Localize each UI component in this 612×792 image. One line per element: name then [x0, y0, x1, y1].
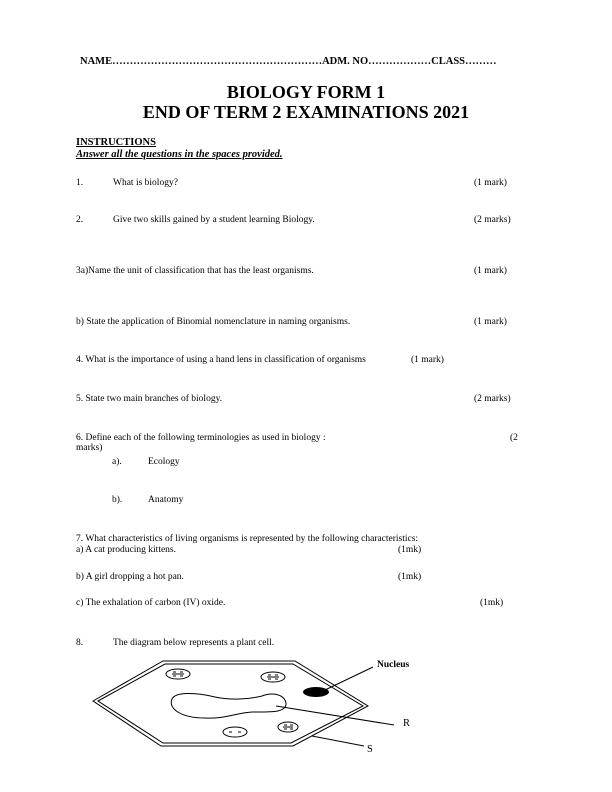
s-pointer [312, 736, 364, 746]
q2-text: Give two skills gained by a student learning Biology. [113, 215, 315, 225]
q1-marks: (1 mark) [474, 178, 507, 188]
q3b-text: b) State the application of Binomial nomenclature in naming organisms. [76, 317, 351, 327]
exam-title: BIOLOGY FORM 1 [226, 82, 386, 102]
exam-subtitle: END OF TERM 2 EXAMINATIONS 2021 [142, 102, 470, 122]
q6-text: 6. Define each of the following terminologies as used in biology : [76, 433, 326, 443]
q6b-text: Anatomy [148, 495, 184, 505]
nucleus-pointer [325, 667, 373, 690]
cell-wall-outer [93, 661, 368, 746]
q6a-label: a). [112, 457, 122, 467]
q4-text: 4. What is the importance of using a hand lens in classification of organisms [76, 355, 366, 365]
q1-text: What is biology? [113, 178, 178, 188]
instructions-text: Answer all the questions in the spaces provided. [76, 149, 283, 160]
q3a-marks: (1 mark) [474, 266, 507, 276]
q7b-marks: (1mk) [398, 572, 422, 582]
q8-number: 8. [76, 638, 84, 648]
q7b-text: b) A girl dropping a hot pan. [76, 572, 184, 582]
student-details-line: NAME……………………………………………………ADM. NO………………CLASS……… [80, 56, 497, 67]
q1-number: 1. [76, 178, 84, 188]
q6a-text: Ecology [148, 457, 180, 467]
q4-marks: (1 mark) [411, 355, 444, 365]
q7a-marks: (1mk) [398, 545, 422, 555]
q7c-text: c) The exhalation of carbon (IV) oxide. [76, 598, 226, 608]
label-s: S [367, 744, 373, 755]
q6b-label: b). [112, 495, 123, 505]
instructions-heading: INSTRUCTIONS [76, 137, 156, 148]
q8-text: The diagram below represents a plant cell. [113, 638, 275, 648]
label-nucleus: Nucleus [377, 660, 410, 670]
label-r: R [403, 718, 411, 729]
q5-text: 5. State two main branches of biology. [76, 394, 223, 404]
q2-number: 2. [76, 215, 84, 225]
q6-marks-cont: marks) [76, 443, 103, 453]
q5-marks: (2 marks) [474, 394, 511, 404]
q7c-marks: (1mk) [480, 598, 504, 608]
q7a-text: a) A cat producing kittens. [76, 545, 176, 555]
q3a-text: 3a)Name the unit of classification that has the least organisms. [76, 266, 314, 276]
q2-marks: (2 marks) [474, 215, 511, 225]
nucleus [303, 687, 329, 697]
vacuole [171, 693, 286, 718]
q7-text: 7. What characteristics of living organisms is represented by the following characteristics: [76, 534, 419, 544]
chloroplasts [166, 669, 298, 737]
q3b-marks: (1 mark) [474, 317, 507, 327]
r-pointer [276, 706, 394, 725]
q6-marks: (2 [510, 433, 518, 443]
